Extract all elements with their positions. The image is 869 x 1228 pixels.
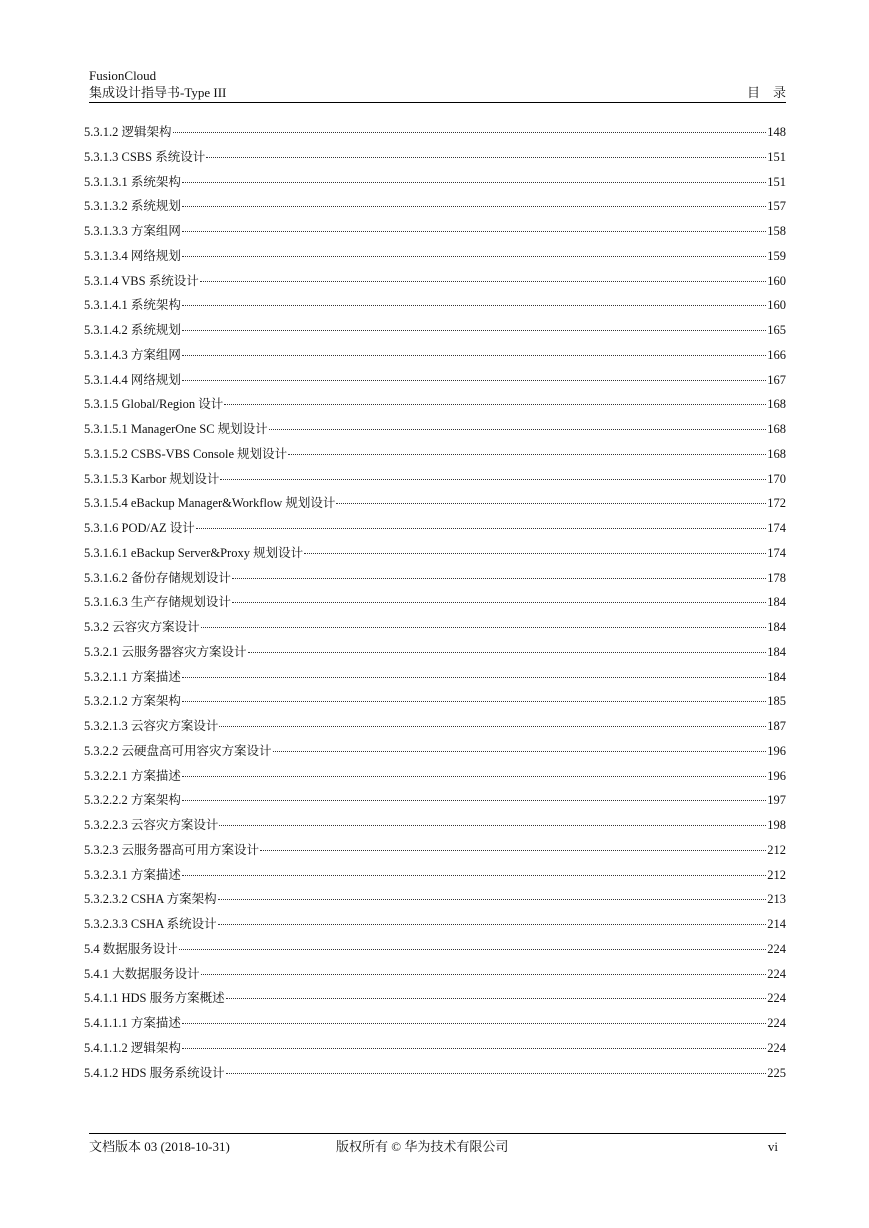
toc-dot-leader	[218, 899, 767, 900]
toc-entry-page: 224	[767, 1040, 786, 1055]
page-header	[89, 67, 786, 101]
toc-dot-leader	[173, 132, 767, 133]
toc-dot-leader	[219, 825, 766, 826]
toc-entry-page: 158	[767, 224, 786, 238]
toc-entry[interactable]	[84, 1036, 786, 1061]
toc-dot-leader	[200, 281, 767, 282]
footer-version: 文档版本 03 (2018-10-31)	[89, 1139, 230, 1154]
toc-entry[interactable]	[84, 887, 786, 912]
toc-entry[interactable]	[84, 467, 786, 492]
toc-entry-title: 5.3.1.3.1 系统架构	[84, 174, 181, 189]
toc-entry-title: 5.4 数据服务设计	[84, 941, 178, 956]
toc-dot-leader	[179, 949, 766, 950]
toc-entry-page: 159	[767, 248, 786, 263]
toc-entry-page: 168	[767, 422, 786, 436]
toc-entry-page: 174	[767, 545, 786, 560]
toc-entry[interactable]	[84, 937, 786, 962]
toc-entry[interactable]	[84, 491, 786, 516]
toc-entry-title: 5.3.2.2.1 方案描述	[84, 768, 181, 783]
toc-entry[interactable]	[84, 1061, 786, 1086]
header-doc-title: 集成设计指导书-Type III	[89, 85, 227, 100]
toc-entry[interactable]	[84, 170, 786, 195]
toc-entry-title: 5.3.1.4 VBS 系统设计	[84, 273, 199, 288]
toc-entry-page: 160	[767, 298, 786, 313]
toc-entry-page: 172	[767, 496, 786, 511]
toc-dot-leader	[182, 330, 766, 331]
toc-entry-title: 5.4.1.1.1 方案描述	[84, 1016, 181, 1030]
toc-entry[interactable]	[84, 962, 786, 987]
footer-copyright: 版权所有 © 华为技术有限公司	[336, 1139, 509, 1154]
toc-dot-leader	[182, 256, 766, 257]
header-product: FusionCloud	[89, 68, 157, 83]
toc-entry-page: 224	[767, 966, 786, 981]
toc-entry-title: 5.3.2.1.3 云容灾方案设计	[84, 719, 219, 733]
toc-dot-leader	[226, 998, 767, 999]
toc-entry-page: 178	[767, 570, 786, 585]
toc-entry-title: 5.3.1.6.2 备份存储规划设计	[84, 570, 231, 585]
toc-dot-leader	[182, 182, 766, 183]
toc-entry-title: 5.3.2.1.1 方案描述	[84, 669, 181, 684]
toc-entry[interactable]	[84, 665, 786, 690]
toc-entry-title: 5.3.1.5 Global/Region 设计	[84, 397, 224, 412]
toc-entry-page: 151	[767, 149, 786, 164]
toc-dot-leader	[218, 924, 767, 925]
toc-entry-page: 225	[767, 1065, 786, 1080]
toc-entry-title: 5.3.2.2.3 云容灾方案设计	[84, 818, 219, 832]
toc-dot-leader	[182, 231, 766, 232]
toc-entry[interactable]	[84, 219, 786, 244]
toc-dot-leader	[201, 627, 767, 628]
toc-entry[interactable]	[84, 764, 786, 789]
toc-entry[interactable]	[84, 739, 786, 764]
toc-dot-leader	[182, 206, 766, 207]
toc-entry-page: 165	[767, 323, 786, 337]
toc-entry-page: 212	[767, 867, 786, 882]
toc-entry-page: 224	[767, 941, 786, 956]
toc-entry-page: 151	[767, 174, 786, 189]
toc-entry[interactable]	[84, 863, 786, 888]
toc-dot-leader	[182, 875, 766, 876]
toc-entry[interactable]	[84, 318, 786, 343]
toc-entry-page: 148	[767, 125, 786, 139]
toc-entry-title: 5.3.1.6.3 生产存储规划设计	[84, 595, 231, 610]
toc-entry-title: 5.3.1.2 逻辑架构	[84, 125, 172, 139]
toc-entry-title: 5.4.1 大数据服务设计	[84, 966, 200, 981]
toc-entry-page: 212	[767, 842, 786, 857]
toc-entry-title: 5.3.2.3.3 CSHA 系统设计	[84, 917, 217, 931]
toc-dot-leader	[248, 652, 767, 653]
toc-entry-page: 184	[767, 620, 786, 634]
toc-entry[interactable]	[84, 368, 786, 393]
toc-entry[interactable]	[84, 194, 786, 219]
toc-dot-leader	[232, 578, 766, 579]
toc-entry[interactable]	[84, 145, 786, 170]
toc-dot-leader	[201, 974, 767, 975]
toc-dot-leader	[226, 1073, 767, 1074]
toc-entry-title: 5.3.1.3.4 网络规划	[84, 248, 181, 263]
toc-entry-page: 174	[767, 521, 786, 535]
toc-dot-leader	[269, 429, 767, 430]
toc-entry[interactable]	[84, 120, 786, 145]
toc-entry[interactable]	[84, 1011, 786, 1036]
header-row	[89, 84, 786, 101]
toc-entry-title: 5.3.1.3 CSBS 系统设计	[84, 149, 206, 164]
toc-entry-page: 185	[767, 694, 786, 709]
toc-entry-page: 224	[767, 1016, 786, 1030]
toc-entry-title: 5.3.2.3.1 方案描述	[84, 867, 181, 882]
toc-entry[interactable]	[84, 516, 786, 541]
toc-dot-leader	[273, 751, 767, 752]
toc-entry[interactable]	[84, 912, 786, 937]
toc-entry-title: 5.3.1.4.4 网络规划	[84, 372, 181, 387]
toc-entry-title: 5.3.1.5.3 Karbor 规划设计	[84, 471, 220, 486]
toc-entry-page: 184	[767, 644, 786, 659]
toc-entry-page: 157	[767, 199, 786, 214]
toc-entry[interactable]	[84, 590, 786, 615]
toc-entry-title: 5.3.1.6.1 eBackup Server&Proxy 规划设计	[84, 545, 304, 560]
toc-entry[interactable]	[84, 293, 786, 318]
toc-entry-page: 198	[767, 818, 786, 832]
toc-dot-leader	[232, 602, 766, 603]
toc-entry-page: 197	[767, 793, 786, 808]
toc-entry-page: 187	[767, 719, 786, 733]
toc-dot-leader	[182, 1048, 766, 1049]
toc-dot-leader	[260, 850, 766, 851]
toc-dot-leader	[182, 677, 766, 678]
toc-entry-title: 5.4.1.1 HDS 服务方案概述	[84, 991, 225, 1006]
toc-entry-title: 5.3.1.6 POD/AZ 设计	[84, 521, 195, 535]
toc-dot-leader	[182, 355, 766, 356]
toc-entry[interactable]	[84, 788, 786, 813]
toc-entry-title: 5.3.2.2 云硬盘高可用容灾方案设计	[84, 743, 272, 758]
toc-entry-title: 5.3.1.5.1 ManagerOne SC 规划设计	[84, 422, 268, 436]
toc-entry-title: 5.3.1.4.3 方案组网	[84, 347, 181, 362]
toc-entry-title: 5.3.1.5.2 CSBS-VBS Console 规划设计	[84, 446, 288, 461]
toc-dot-leader	[182, 800, 766, 801]
toc-entry[interactable]	[84, 392, 786, 417]
toc-entry-page: 184	[767, 669, 786, 684]
toc-dot-leader	[196, 528, 766, 529]
toc-entry[interactable]	[84, 343, 786, 368]
toc-entry-title: 5.3.2.2.2 方案架构	[84, 793, 181, 808]
toc-entry-title: 5.3.1.4.1 系统架构	[84, 298, 181, 313]
toc-entry[interactable]	[84, 442, 786, 467]
toc-dot-leader	[182, 776, 766, 777]
toc-entry-title: 5.3.2.1 云服务器容灾方案设计	[84, 644, 247, 659]
toc-entry-page: 170	[767, 471, 786, 486]
toc-dot-leader	[288, 454, 766, 455]
toc-dot-leader	[182, 380, 766, 381]
toc-entry[interactable]	[84, 986, 786, 1011]
toc-entry[interactable]	[84, 813, 786, 838]
toc-entry-title: 5.3.1.3.3 方案组网	[84, 224, 181, 238]
toc-dot-leader	[224, 404, 766, 405]
toc-entry-title: 5.4.1.2 HDS 服务系统设计	[84, 1065, 225, 1080]
toc-dot-leader	[182, 305, 766, 306]
toc-entry-page: 196	[767, 743, 786, 758]
page-footer	[89, 1133, 786, 1154]
toc-dot-leader	[304, 553, 766, 554]
header-section: 目 录	[746, 85, 786, 100]
toc-entry-title: 5.3.2.3.2 CSHA 方案架构	[84, 892, 217, 907]
toc-entry-title: 5.3.2.3 云服务器高可用方案设计	[84, 842, 260, 857]
toc-entry[interactable]	[84, 244, 786, 269]
toc-entry-title: 5.3.2 云容灾方案设计	[84, 620, 200, 634]
toc-entry[interactable]	[84, 714, 786, 739]
toc-entry-title: 5.3.1.5.4 eBackup Manager&Workflow 规划设计	[84, 496, 336, 511]
toc-entry-page: 168	[767, 397, 786, 412]
toc-entry-page: 166	[767, 347, 786, 362]
toc-dot-leader	[206, 157, 766, 158]
toc-dot-leader	[182, 1023, 766, 1024]
toc-entry[interactable]	[84, 615, 786, 640]
toc-entry-title: 5.3.2.1.2 方案架构	[84, 694, 181, 709]
toc-entry-page: 160	[767, 273, 786, 288]
toc-entry[interactable]	[84, 541, 786, 566]
toc-entry-page: 184	[767, 595, 786, 610]
toc-entry-page: 224	[767, 991, 786, 1006]
toc-entry-title: 5.3.1.4.2 系统规划	[84, 323, 181, 337]
toc-entry[interactable]	[84, 838, 786, 863]
table-of-contents	[84, 120, 786, 1085]
toc-entry-page: 167	[767, 372, 786, 387]
toc-entry-page: 214	[767, 917, 786, 931]
toc-entry-title: 5.3.1.3.2 系统规划	[84, 199, 181, 214]
toc-dot-leader	[182, 701, 766, 702]
toc-dot-leader	[220, 479, 766, 480]
toc-entry[interactable]	[84, 640, 786, 665]
toc-dot-leader	[219, 726, 766, 727]
toc-dot-leader	[336, 503, 766, 504]
toc-entry-page: 196	[767, 768, 786, 783]
toc-entry[interactable]	[84, 689, 786, 714]
toc-entry[interactable]	[84, 417, 786, 442]
header-rule	[89, 102, 786, 103]
toc-entry-title: 5.4.1.1.2 逻辑架构	[84, 1040, 181, 1055]
toc-entry[interactable]	[84, 269, 786, 294]
toc-entry[interactable]	[84, 566, 786, 591]
footer-page-number: vi	[767, 1139, 778, 1154]
toc-entry-page: 213	[767, 892, 786, 907]
toc-entry-page: 168	[767, 446, 786, 461]
